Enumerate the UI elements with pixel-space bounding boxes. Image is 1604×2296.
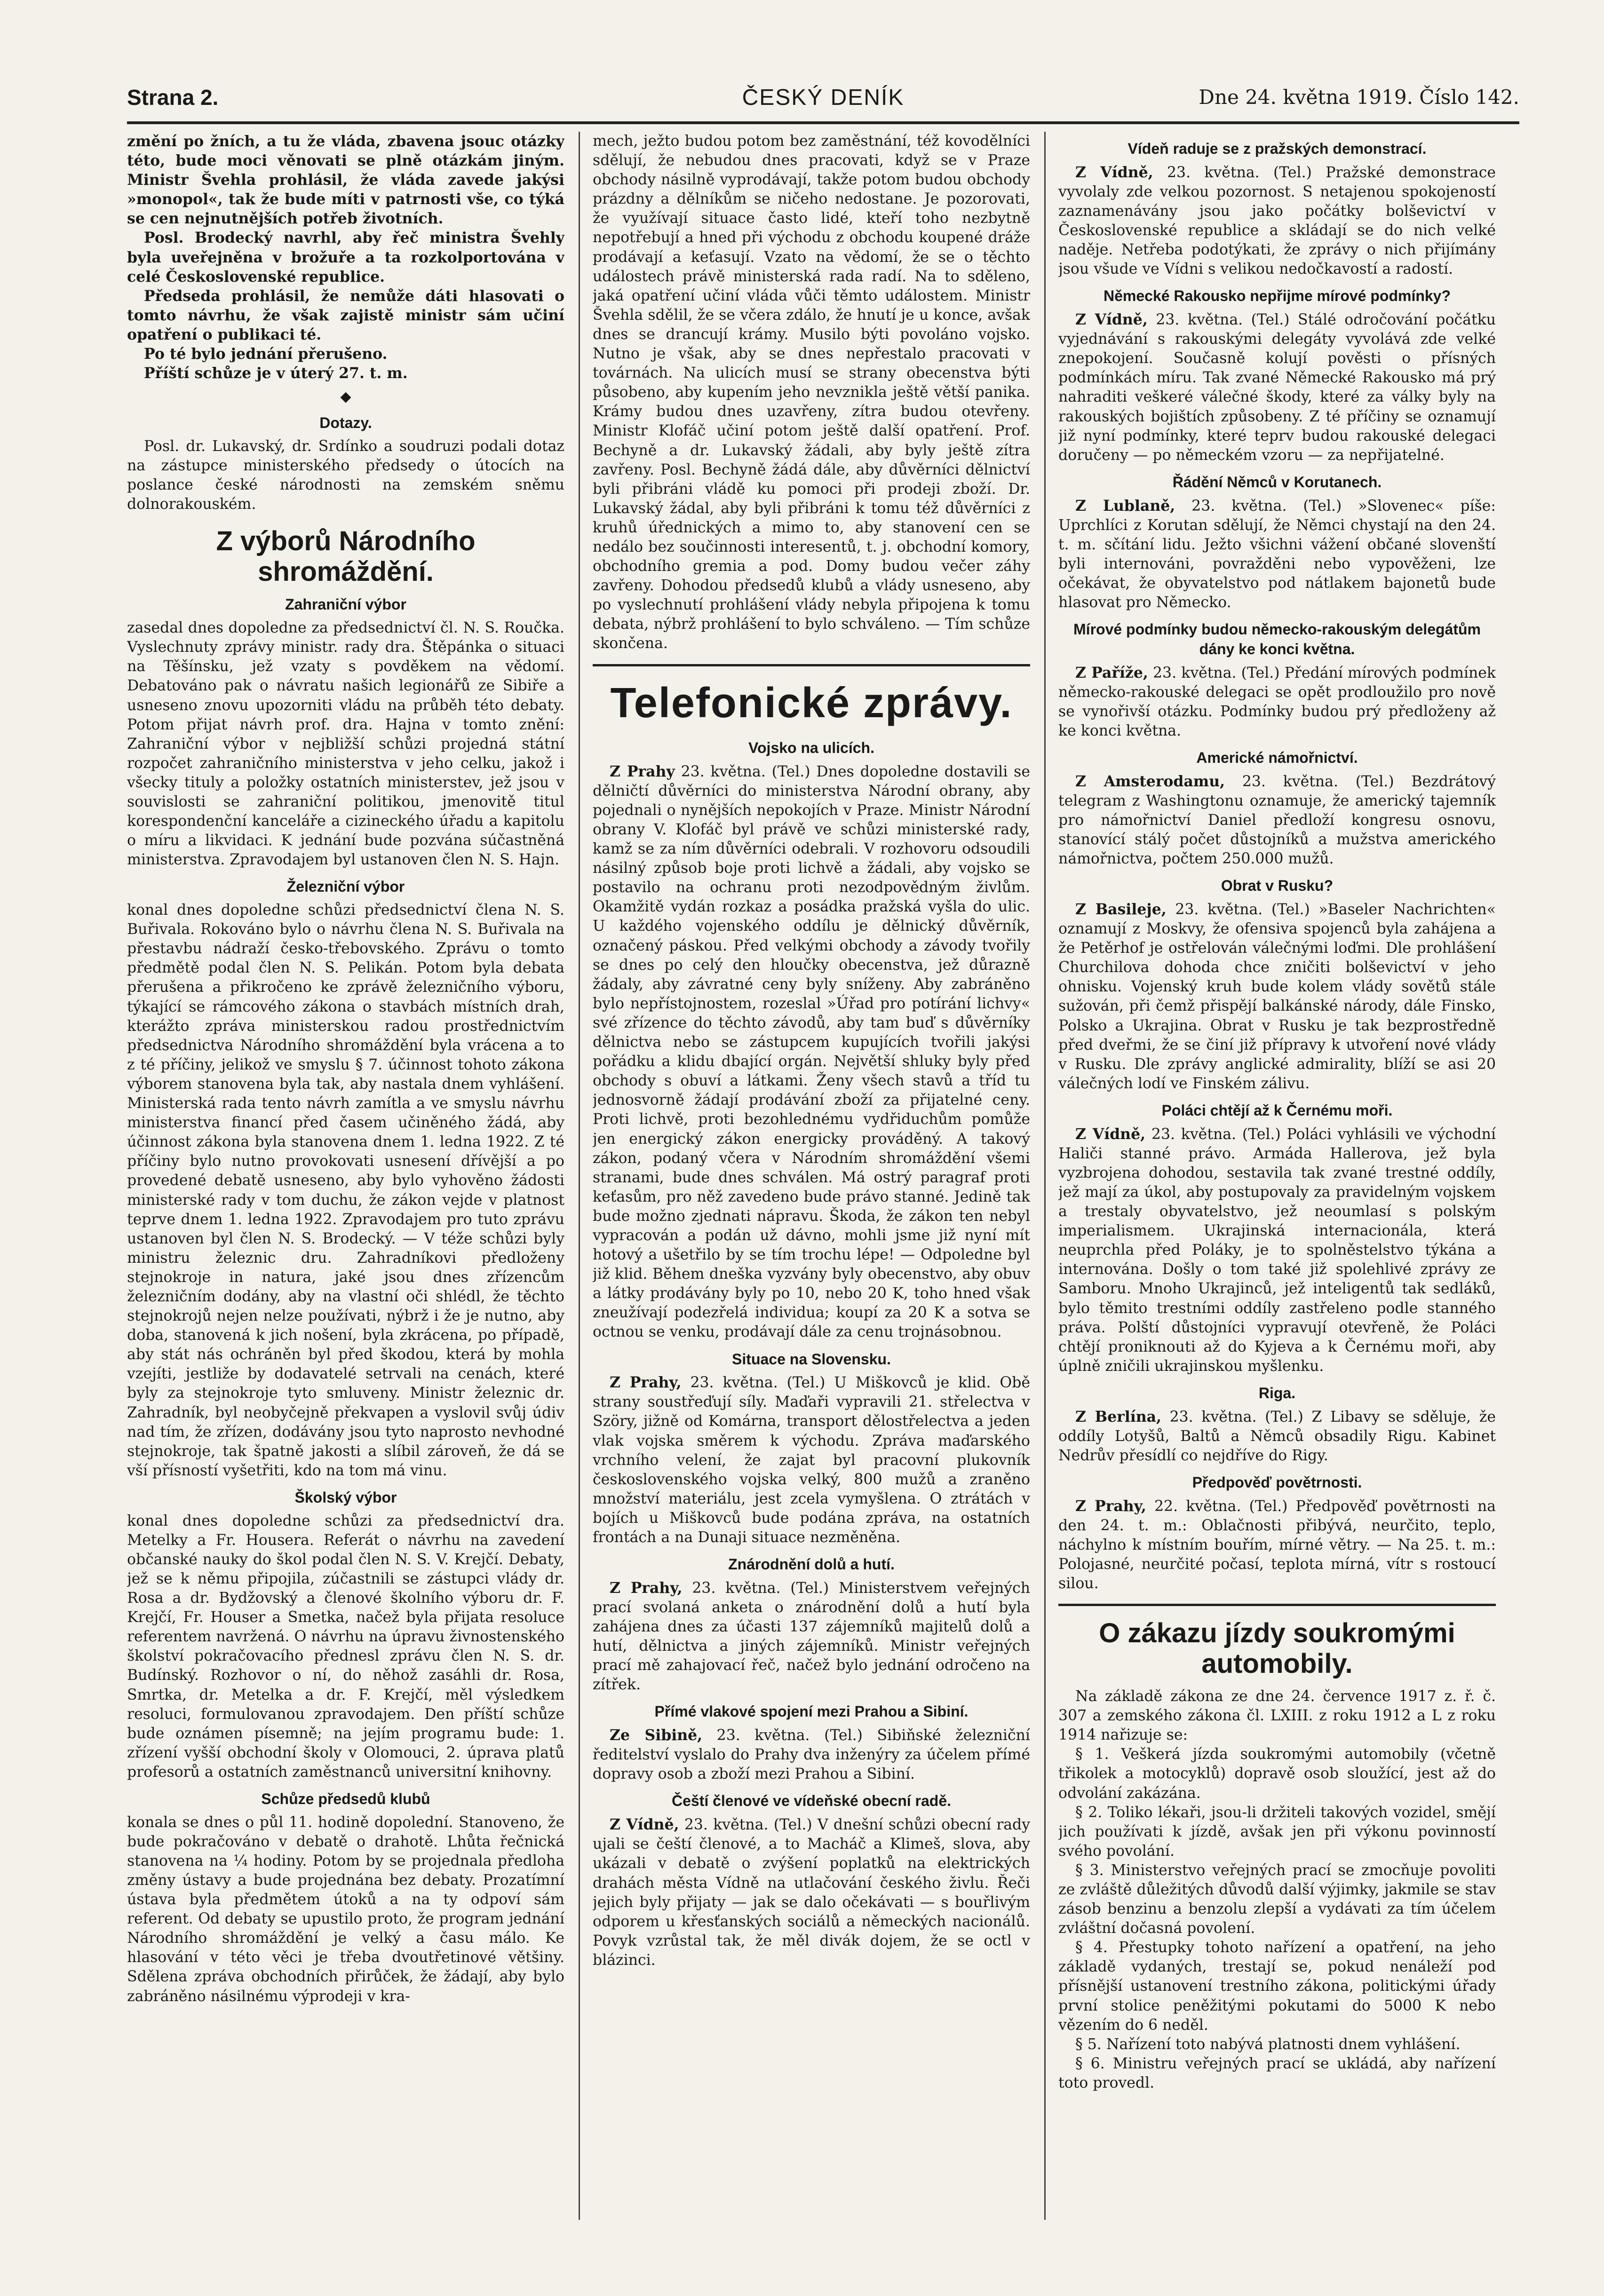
dateline: Z Lublaně, xyxy=(1075,497,1175,515)
dateline: Z Amsterodamu, xyxy=(1075,772,1225,790)
section-heading: Přímé vlakové spojení mezi Prahou a Sibiní. xyxy=(654,1703,969,1720)
section-heading: Čeští členové ve vídeňské obecní radě. xyxy=(671,1792,952,1810)
header-rule xyxy=(127,121,1519,124)
dateline: Z Vídně, xyxy=(610,1816,679,1834)
section-heading: Předpověď povětrnosti. xyxy=(1192,1473,1362,1491)
page-number: Strana 2. xyxy=(127,85,219,110)
article-paragraph: Z Berlína, 23. května. (Tel.) Z Libavy se sděluje, že oddíly Lotyšů, Baltů a Němců obsadily Rigu. Kabinet Nedrův přesídlí co nejdříve do Rigy. xyxy=(1058,1408,1496,1464)
article-paragraph: Posl. Brodecký navrhl, aby řeč ministra Švehly byla uveřejněna v brožuře a ta rozkolportována v celé Československé republice. xyxy=(127,229,564,285)
section-heading: Mírové podmínky budou německo-rakouským delegátům dány ke konci května. xyxy=(1073,621,1481,657)
section-banner: Telefonické zprávy. xyxy=(610,679,1013,727)
article-headline: O zákazu jízdy soukromými automobily. xyxy=(1099,1618,1455,1679)
article-paragraph: změní po žních, a tu že vláda, zbavena jsouc otázky této, bude moci věnovati se plně otázkám jiným. Ministr Švehla prohlásil, že vláda zavede jakýsi »monopol«, tak že bude míti v patrnosti vše, co týká se cen nejnutnějších potřeb životních. xyxy=(127,133,564,228)
dateline: Z Prahy, xyxy=(1075,1497,1146,1515)
article-paragraph: Z Amsterodamu, 23. května. (Tel.) Bezdrátový telegram z Washingtonu oznamuje, že americký tajemník pro námořnictví Daniel předloží kongresu osnovu, stanovící stálý počet důstojníků a mužstva amerického námořnictva, počtem 250.000 mužů. xyxy=(1058,772,1496,868)
article-paragraph: konal dnes dopoledne schůzi předsednictví člena N. S. Buřivala. Rokováno bylo o návrhu člena N. S. Buřivala na přestavbu nádraží česko-třebovského. Zprávu o tomto předmětě podal člen N. S. Pelikán. Potom byla debata přerušena a přikročeno ke zprávě železničního výboru, týkající se rámcového zákona o stavbách místních drah, kterážto zpráva ministerskou radou prostřednictvím předsednictva Národního shromáždění byla vrácena a to z té příčiny, jelikož ve smyslu § 7. účinnost tohoto zákona výborem stanovena byla tak, aby nastala dnem vyhlášení. Ministerská rada tento návrh zamítla a ve smyslu návrhu ministerstva financí před časem učiněného žádá, aby účinnost zákona byla stanovena dnem 1. ledna 1922. Z té příčiny bylo nutno provokovati usnesení dřívější a po provedené debatě usneseno, aby bylo vyhověno žádosti ministerské rady v tom duchu, že zákon vejde v platnost teprve dnem 1. ledna 1922. Zpravodajem pro tuto zprávu ustanoven byl člen N. S. Brodecký. — V téže schůzi byly ministru železnic dru. Zahradníkovi předloženy stejnokroje in natura, jaké jsou dnes zřízencům železničním dodány, aby na vlastní oči shlédl, že těchto stejnokrojů nejen nelze používati, nýbrž i že je nutno, aby doba, stanovená k jich nošení, byla zkrácena, po případě, aby stát nás ochráněn byl před škodou, která by mohla vzejíti, jestliže by dodavatelé setrvali na cenách, které byly za stejnokroje tyto smluveny. Ministr železnic dr. Zahradník, byl neobyčejně překvapen a vyslovil svůj údiv nad tím, že zřízen, dodávány jsou tyto naprosto nevhodné stejnokroje, tak špatně jakosti a slíbil zároveň, že dá se vší přísností vyšetřiti, kdo na tom má vinu. xyxy=(127,902,564,1479)
article-paragraph: § 6. Ministru veřejných prací se ukládá, aby nařízení toto provedl. xyxy=(1058,2055,1496,2091)
article-headline: Z výborů Národního shromáždění. xyxy=(216,526,476,587)
column-separator xyxy=(579,132,580,2220)
section-heading: Situace na Slovensku. xyxy=(732,1350,891,1368)
article-paragraph: § 2. Toliko lékaři, jsou-li držiteli takových vozidel, smějí jich používati k jízdě, avšak jen při výkonu povinností svého povolání. xyxy=(1058,1804,1496,1860)
dateline: Z Paříže, xyxy=(1075,664,1148,681)
dateline: Z Prahy xyxy=(610,762,675,780)
article-paragraph: Z Vídně, 23. května. (Tel.) V dnešní schůzi obecní rady ujali se čeští členové, a to Macháč a Klimeš, slova, aby ukázali v debatě o zvýšení poplatků na elektrických drahách města Vídně na utlačování českého živlu. Řeči jejich byly přijaty — jak se dalo očekávati — s bouřlivým odporem u křesťanských sociálů a německých nacionálů. Povyk vzrůstal tak, že měl divák dojem, že se octl v blázinci. xyxy=(593,1816,1030,1969)
article-paragraph: konala se dnes o půl 11. hodině dopolední. Stanoveno, že bude pokračováno v debatě o drahotě. Lhůta řečnická stanovena na ¼ hodiny. Potom by se projednala předloha změny ústavy a bude projednána bez debaty. Prozatímní ústava byla předmětem útoků a na ty odpoví sám referent. Od debaty se upustilo proto, že program jednání Národního shromáždění je velký a času málo. Ke hlasování v této věci je třeba dvoutřetinové většiny. Sdělena zpráva obchodních přirůček, že žádají, aby bylo zabráněno násilnému výprodeji v kra- xyxy=(127,1813,564,2005)
dateline: Z Prahy, xyxy=(610,1374,682,1392)
dateline: Z Vídně, xyxy=(1075,311,1148,329)
article-paragraph: Z Vídně, 23. května. (Tel.) Stálé odročování počátku vyjednávání s rakouskými delegáty vyvolává zde velké znepokojení. Současně kolují pověsti o přísných podmínkách míru. Tak zvané Německé Rakousko má prý nahraditi veškeré válečné škody, které za války byly na rakouských bojištích způsobeny. Z té příčiny se oznamují již nyní podmínky, které teprv budou rakouské delegaci doručeny — po německém vzoru — za nepřijatelné. xyxy=(1058,311,1496,464)
section-heading: Vídeň raduje se z pražských demonstrací. xyxy=(1128,140,1427,157)
article-paragraph: Předseda prohlásil, že nemůže dáti hlasovati o tomto návrhu, že však zajistě ministr sám učiní opatření o publikaci té. xyxy=(127,287,564,343)
column-2 xyxy=(593,132,1030,2220)
article-paragraph: Z Paříže, 23. května. (Tel.) Předání mírových podmínek německo-rakouské delegaci se opět prodloužilo pro nově se vynořivší otázku. Podmínky budou prý předloženy až ke konci května. xyxy=(1058,664,1496,739)
article-paragraph: Z Prahy, 23. května. (Tel.) U Miškovců je klid. Obě strany soustřeďují síly. Maďaři vypravili 21. střelectva v Szöry, jižně od Komárna, transport dělostřelectva a jeden vlak vojska směrem k východu. Zpráva maďarského vrchního velení, že zajat byl pracovní plukovník československého vojska velký, 800 mužů a zraněno množství materiálu, jest zcela vymyšlena. O ztrátách v bojích u Miškovců bude podána zpráva, na ostatních frontách a na Dunaji situace nezměněna. xyxy=(593,1374,1030,1546)
dateline: Z Vídně, xyxy=(1075,1125,1146,1143)
section-rule xyxy=(593,664,1030,666)
section-heading: Znárodnění dolů a hutí. xyxy=(728,1556,895,1573)
section-heading: Riga. xyxy=(1258,1384,1296,1401)
article-paragraph: Z Prahy, 23. května. (Tel.) Ministerstvem veřejných prací svolaná anketa o znárodnění dolů a hutí byla zahájena dnes za účasti 137 zájemníků majitelů dolů a hutí, dělnictva a jiných zájemníků. Ministr veřejných prací mě zahajovací řeč, načež bylo jednání odročeno na zítřek. xyxy=(593,1579,1030,1694)
section-heading: Obrat v Rusku? xyxy=(1221,877,1334,895)
issue-date: Dne 24. května 1919. Číslo 142. xyxy=(1199,86,1519,109)
section-heading: Železniční výbor xyxy=(286,878,405,895)
article-paragraph: Z Basileje, 23. května. (Tel.) »Baseler Nachrichten« oznamují z Moskvy, že ofensiva spojenců byla zahájena a že Petěrhof je ostřelován válečnými loďmi. Dle prohlášení Churchilova dohoda chce zničiti bolševictví v jeho ohnisku. Vojenský kruh bude kolem vlády sovětů stále sužován, při čemž přispějí balkánské národy, dále Finsko, Polsko a Ukrajina. Obrat v Rusku je tak bezprostředně před dveřmi, že se činí již přípravy k utvoření nové vlády v Rusku. Dle zprávy anglické admirality, blíží se asi 20 válečných lodí ve Finském zálivu. xyxy=(1058,900,1496,1092)
article-paragraph: Posl. dr. Lukavský, dr. Srdínko a soudruzi podali dotaz na zástupce ministerského předsedy o útocích na poslance české národnosti na zemském sněmu dolnorakouském. xyxy=(127,438,564,513)
article-paragraph: Z Prahy, 22. května. (Tel.) Předpověď povětrnosti na den 24. t. m.: Oblačnosti přibývá, neurčito, teplo, náchylno k místním bouřím, mírné větry. — Na 25. t. m.: Polojasné, neurčité počasí, teplota mírná, vítr s rostoucí silou. xyxy=(1058,1497,1496,1592)
section-heading: Americké námořnictví. xyxy=(1196,749,1358,766)
column-separator xyxy=(1044,132,1046,2220)
newspaper-page xyxy=(127,80,1519,2225)
section-heading: Školský výbor xyxy=(294,1488,397,1506)
article-paragraph: § 4. Přestupky tohoto nařízení a opatření, na jeho základě vydaných, trestají se, pokud nenáleží pod přísnější ustanovení trestního zákona, politickými úřady první stolice peněžitými pokutami do 5000 K nebo vězením do 6 neděl. xyxy=(1058,1939,1496,2034)
article-paragraph: Na základě zákona ze dne 24. července 1917 z. ř. č. 307 a zemského zákona čl. LXIII. z roku 1912 a L z roku 1914 nařizuje se: xyxy=(1058,1688,1496,1744)
dateline: Z Berlína, xyxy=(1075,1408,1161,1425)
article-paragraph: Z Vídně, 23. května. (Tel.) Pražské demonstrace vyvolaly zde velkou pozornost. S netajenou spokojeností zaznamenávány jsou jako počátky bolševictví v Československé republice a skládají se do nich velké naděje. Netřeba podotýkati, že zprávy o nich přijímány jsou všude ve Vídni s velikou nedočkavostí a radostí. xyxy=(1058,163,1496,278)
article-paragraph: Z Vídně, 23. května. (Tel.) Poláci vyhlásili ve východní Haliči stanné právo. Armáda Hallerova, jež byla vyzbrojena dohodou, sestavila tak zvané trestné oddíly, jež mají za úkol, aby postupovaly za pravidelným vojskem a trestaly obyvatelstvo, jež neoumlasí s polským imperialismem. Ukrajinská internacionála, která neuprchla před Poláky, je to spolněstelstvo týkána a internována. Došly o tom také již spolehlivé zprávy ze Samboru. Mnoho Ukrajinců, jež inteligentů tak sedláků, bylo těmito trestními oddíly zastřeleno podle stanného práva. Polští důstojníci vypravují otevřeně, že Poláci chtějí proniknouti až do Kyjeva a k Černému moři, aby úplně zničili ukrajinskou myšlenku. xyxy=(1058,1125,1496,1375)
column-3 xyxy=(1058,132,1496,2220)
masthead xyxy=(127,80,1519,132)
article-paragraph: § 5. Nařízení toto nabývá platnosti dnem vyhlášení. xyxy=(1075,2035,1461,2053)
section-heading: Dotazy. xyxy=(319,414,372,432)
section-heading: Poláci chtějí až k Černému moři. xyxy=(1161,1101,1393,1119)
article-paragraph: mech, ježto budou potom bez zaměstnání, též kovodělníci sdělují, že nebudou dnes pracovati, když se v Praze obchody násilně vyprodávají, takže potom budou obchody prázdny a dělníkům se ničeho nedostane. Je pozorovati, že využívají situace často lidé, kteří toho nezbytně nepotřebují a hned při východu z obchodu koupené dráže prodávají a keťasují. Vzato na vědomí, že se o těchto událostech právě ministerská rada radí. Na to sděleno, jaká opatření učiní vláda vůči těmto událostem. Ministr Švehla sdělil, že se včera zdálo, že hnutí je u konce, avšak dnes se drancují krámy. Musilo býti povoláno vojsko. Nutno je však, aby se dnes nepřestalo pracovati v továrnách. Na ulicích musí se strany obecenstva býti působeno, aby kupením jeho nevznikla ještě větší panika. Krámy budou dnes uzavřeny, zítra budou otevřeny. Ministr Klofáč učiní potom ještě další opatření. Prof. Bechyně a dr. Lukavský žádali, aby byly ještě zítra zavřeny. Posl. Bechyně žádá dále, aby důvěrníci dělnictví byli přibráni vládě ku pomoci při prodeji zboží. Dr. Lukavský žádal, aby byli přibráni k tomu též důvěrníci z kruhů úřednických a mimo to, aby stanovení cen se nedálo bez součinnosti interesentů, t. j. obchodní komory, obchodního gremia a pod. Domy budou večer záhy zavřeny. Dohodou předsedů klubů a vlády usneseno, aby po vyslechnutí prohlášení vlády nebyla připojena k tomu debata, nýbrž prohlášení to bylo schváleno. — Tím schůze skončena. xyxy=(593,133,1030,652)
dateline: Ze Sibině, xyxy=(610,1726,703,1744)
dateline: Z Vídně, xyxy=(1075,163,1153,181)
article-paragraph: konal dnes dopoledne schůzi za předsednictví dra. Metelky a Fr. Housera. Referát o návrhu na zavedení občanské nauky do škol podal člen N. S. V. Krejčí. Debaty, jež se k němu připojila, zúčastnili se zástupci vlády dr. Rosa a dr. Bydžovský a členové školního výboru dr. F. Krejčí, Fr. Houser a Smetka, načež byla přijata resoluce referentem navržená. O návrhu na úpravu živnostenského školství pokračovacího přednesl zprávu člen N. S. dr. Budínský. Rozhovor o ní, do něhož zasáhli dr. Rosa, Smrtka, dr. Metelka a dr. F. Krejčí, měl výsledkem resoluci, formulovanou zpravodajem. Den příští schůze bude oznámen písemně; na jejím programu bude: 1. zřízení vyšší obchodní školy v Olomouci, 2. úprava platů profesorů a ostatních zaměstnanců universitní knihovny. xyxy=(127,1512,564,1781)
section-rule xyxy=(1058,1604,1496,1606)
section-ornament: ◆ xyxy=(340,388,351,405)
newspaper-title: ČESKÝ DENÍK xyxy=(742,85,905,110)
dateline: Z Basileje, xyxy=(1075,900,1167,918)
article-paragraph: § 1. Veškerá jízda soukromými automobily (včetně třikolek a motocyklů) dopravě osob sloužící, jest až do odvolání zakázána. xyxy=(1058,1746,1496,1802)
section-heading: Vojsko na ulicích. xyxy=(748,739,874,756)
article-paragraph: Z Prahy 23. května. (Tel.) Dnes dopoledne dostavili se dělničtí důvěrníci do ministerstva Národní obrany, aby pojednali o nynějších nepokojích v Praze. Ministr Národní obrany V. Klofáč byl právě ve schůzi ministerské rady, kamž se za ním důvěrníci odebrali. V rozhovoru odsoudili násilný způsob boje proti lichvě a žádali, aby vojsko se postavilo na ochranu proti nezodpovědným živlům. Okamžitě vydán rozkaz a posádka pražská vyšla do ulic. U každého vojenského oddílu je dělnický důvěrník, označený páskou. Před velkými obchody a závody tvořily se dnes po celý den hloučky obecenstva, jež důrazně žádaly, aby závratné ceny byly sníženy. Aby zabráněno bylo nepřístojnostem, rozeslal »Úřad pro potírání lichvy« své zřízence do těchto závodů, aby tam buď s důvěrníky dělnictva nebo se zástupcem kupujících tvořili jakýsi pořádku a klidu dbající orgán. Největší shluky byly před obchody s obuví a látkami. Ženy všech stavů a tříd tu jednosvorně žádají prodávání zboží za přijatelné ceny. Proti lichvě, proti bezohlednému vydřiduchům pomůže jen energický zákon energicky prováděný. A takový zákon, podaný včera v Národním shromáždění všemi stranami, bude dnes schválen. Má ostrý paragraf proti keťasům, pro něž zavedeno bude právo stanné. Jedině tak bude možno zjednati nápravu. Škoda, že zákon ten nebyl vypracován a podán už dávno, mohli jsme již nyní mít hotový a ušetřilo by se tím trochu lépe! — Odpoledne byl již klid. Během dneška vyzvány byly obecenstvo, aby obuv a látky prodávány byly po 10, nebo 20 K, toho hned však zneužívají podezřelá individua; koupí za 20 K a sotva se octnou se venku, prodávají dále za cenu trojnásobnou. xyxy=(593,762,1030,1341)
section-heading: Zahraniční výbor xyxy=(285,596,406,613)
article-paragraph: Po té bylo jednání přerušeno. xyxy=(144,345,388,363)
section-heading: Německé Rakousko nepřijme mírové podmínky? xyxy=(1103,287,1451,305)
section-heading: Řádění Němců v Korutanech. xyxy=(1172,473,1382,491)
section-heading: Schůze předsedů klubů xyxy=(261,1790,430,1807)
dateline: Z Prahy, xyxy=(610,1579,683,1597)
article-paragraph: Ze Sibině, 23. května. (Tel.) Sibiňské železniční ředitelství vyslalo do Prahy dva inženýry za účelem přímé dopravy osob a zboží mezi Prahou a Sibiní. xyxy=(593,1726,1030,1783)
column-1 xyxy=(127,132,564,2220)
article-paragraph: Z Lublaně, 23. května. (Tel.) »Slovenec« píše: Uprchlíci z Korutan sdělují, že Němci chystají na den 24. t. m. sčítání lidu. Ježto všichni vážení občané slovenští byli internováni, povražděni nebo vypověženi, lze očekávat, že obyvatelstvo pod nátlakem bajonetů bude hlasovat pro Německo. xyxy=(1058,497,1496,611)
article-paragraph: Příští schůze je v úterý 27. t. m. xyxy=(144,364,408,382)
article-paragraph: § 3. Ministerstvo veřejných prací se zmocňuje povoliti ze zvláště důležitých důvodů další výjimky, jakmile se stav zásob benzinu a benzolu zlepší a vydávati za tím účelem zvláštní dočasná povolení. xyxy=(1058,1861,1496,1937)
article-paragraph: zasedal dnes dopoledne za předsednictví čl. N. S. Roučka. Vyslechnuty zprávy ministr. rady dra. Štěpánka o situaci na Těšínsku, jež vzaty s povděkem na vědomí. Debatováno pak o návratu našich legionářů ze Sibiře a usneseno znovu upozorniti vládu na průběh této debaty. Potom přijat návrh prof. dra. Hajna v tomto znění: Zahraniční výbor v nejbližší schůzi projedná státní rozpočet zahraničního ministerstva v jeho celku, jakož i všecky tituly a položky ostatních ministerstev, jež jsou v souvislosti se zahraniční politikou, jmenovitě titul korespondenční kanceláře a cizineckého úřadu a kapitolu o míru a likvidaci. K jednání bude pozvána súčastněná ministerstva. Zpravodajem byl ustanoven člen N. S. Hajn. xyxy=(127,619,564,869)
